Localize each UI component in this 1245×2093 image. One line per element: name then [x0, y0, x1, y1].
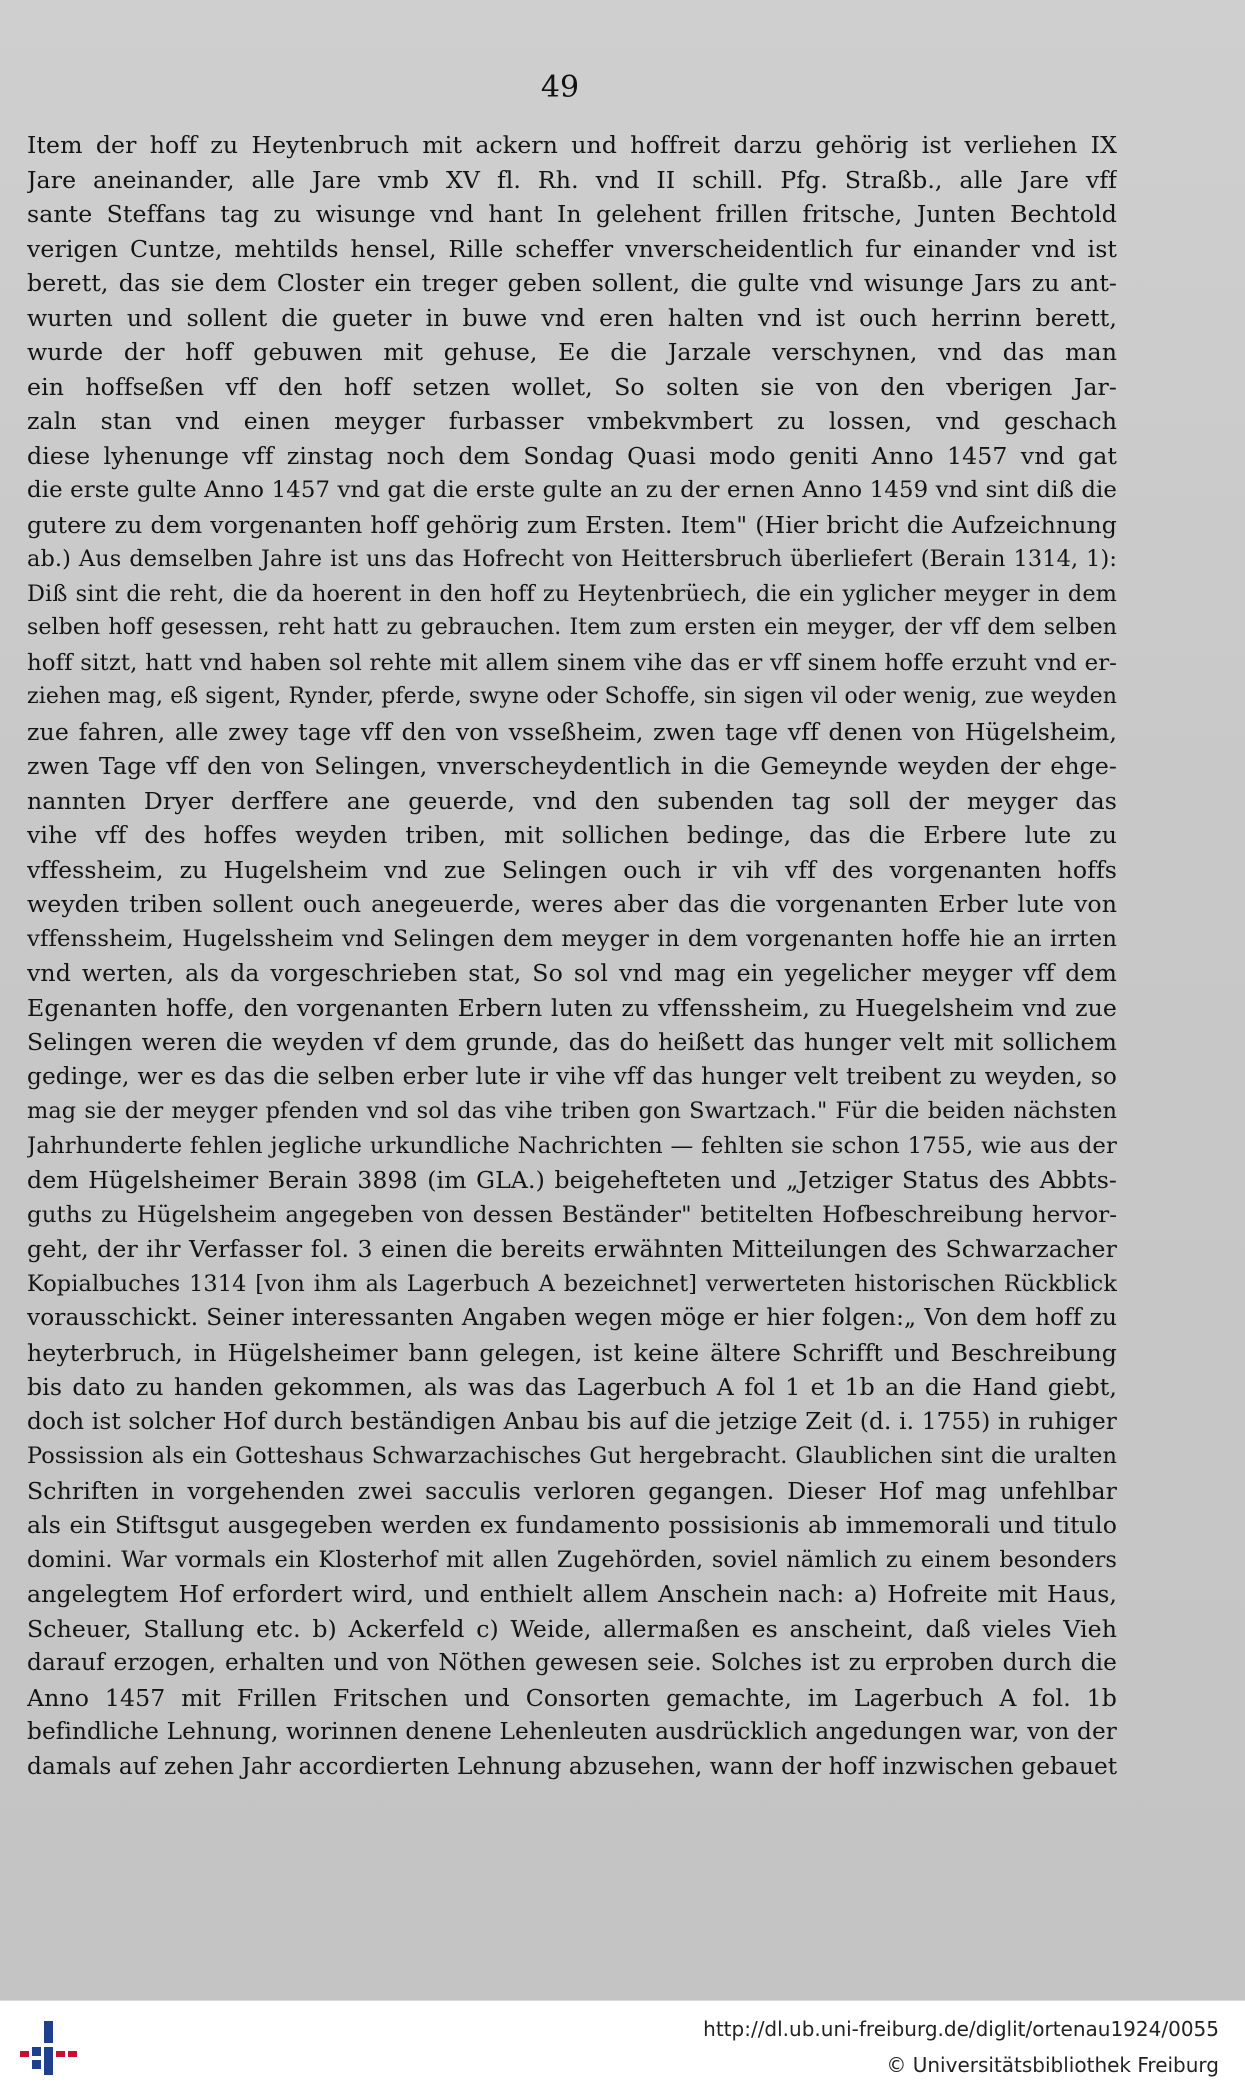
text-line: diese lyhenunge vff zinstag noch dem Sondag Quasi modo geniti Anno 1457 vnd gat: [27, 441, 1117, 470]
text-line: mag sie der meyger pfenden vnd sol das vihe triben gon Swartzach." Für die beiden nächsten: [27, 1098, 1117, 1124]
permalink-url[interactable]: http://dl.ub.uni-freiburg.de/diglit/ortenau1924/0055: [703, 2017, 1219, 2041]
text-line: Item der hoff zu Heytenbruch mit ackern und hoffreit darzu gehörig ist verliehen IX: [27, 131, 1117, 159]
text-line: gutere zu dem vorgenanten hoff gehörig zum Ersten. Item" (Hier bricht die Aufzeichnung: [27, 510, 1117, 539]
page-number: 49: [540, 70, 580, 105]
text-line: Possission als ein Gotteshaus Schwarzachisches Gut hergebracht. Glaublichen sint die uralten: [27, 1443, 1117, 1469]
text-line: wurde der hoff gebuwen mit gehuse, Ee die Jarzale verschynen, vnd das man: [27, 338, 1117, 366]
text-line: vffenssheim, Hugelssheim vnd Selingen dem meyger in dem vorgenanten hoffe hie an irrten: [27, 925, 1117, 952]
text-line: Egenanten hoffe, den vorgenanten Erbern luten zu vffenssheim, zu Huegelsheim vnd zue: [27, 993, 1117, 1022]
viewer-footer: [0, 2000, 1245, 2093]
text-line: befindliche Lehnung, worinnen denene Lehenleuten ausdrücklich angedungen war, von der: [27, 1718, 1117, 1745]
text-line: Selingen weren die weyden vf dem grunde, das do heißett das hunger velt mit sollichem: [27, 1028, 1117, 1056]
ub-freiburg-logo-icon[interactable]: [18, 2017, 80, 2079]
text-line: damals auf zehen Jahr accordierten Lehnung abzusehen, wann der hoff inzwischen gebauet: [27, 1752, 1117, 1780]
text-line: Anno 1457 mit Frillen Fritschen und Consorten gemachte, im Lagerbuch A fol. 1b: [27, 1683, 1117, 1712]
text-line: Kopialbuches 1314 [von ihm als Lagerbuch A bezeichnet] verwerteten historischen Rückblick: [27, 1270, 1117, 1297]
text-line: angelegtem Hof erfordert wird, und enthielt allem Anschein nach: a) Hofreite mit Haus,: [27, 1580, 1117, 1608]
text-line: weyden triben sollent ouch anegeuerde, weres aber das die vorgenanten Erber lute von: [27, 890, 1117, 918]
text-line: wurten und sollent die gueter in buwe vnd eren halten vnd ist ouch herrinn berett,: [27, 303, 1117, 332]
text-line: als ein Stiftsgut ausgegeben werden ex fundamento possisionis ab immemorali und titulo: [27, 1511, 1117, 1539]
text-line: domini. War vormals ein Klosterhof mit allen Zugehörden, soviel nämlich zu einem besonders: [27, 1546, 1117, 1573]
text-line: vihe vff des hoffes weyden triben, mit sollichen bedinge, das die Erbere lute zu: [27, 821, 1117, 849]
text-line: vffessheim, zu Hugelsheim vnd zue Selingen ouch ir vih vff des vorgenanten hoffs: [27, 855, 1117, 884]
text-line: hoff sitzt, hatt vnd haben sol rehte mit allem sinem vihe das er vff sinem hoffe erzuht vnd er-: [27, 649, 1117, 676]
text-line: nannten Dryer derffere ane geuerde, vnd den subenden tag soll der meyger das: [27, 786, 1117, 815]
text-line: berett, das sie dem Closter ein treger geben sollent, die gulte vnd wisunge Jars zu ant-: [27, 269, 1117, 297]
text-line: ziehen mag, eß sigent, Rynder, pferde, swyne oder Schoffe, sin sigen vil oder wenig, zue weyden: [27, 684, 1117, 709]
text-line: verigen Cuntze, mehtilds hensel, Rille scheffer vnverscheidentlich fur einander vnd ist: [27, 234, 1117, 263]
text-line: Scheuer, Stallung etc. b) Ackerfeld c) Weide, allermaßen es anscheint, daß vieles Vieh: [27, 1614, 1117, 1643]
text-line: sante Steffans tag zu wisunge vnd hant In gelehent frillen fritsche, Junten Bechtold: [27, 200, 1117, 228]
text-line: Jahrhunderte fehlen jegliche urkundliche Nachrichten — fehlten sie schon 1755, wie aus der: [27, 1132, 1117, 1159]
text-line: dem Hügelsheimer Berain 3898 (im GLA.) beigehefteten und „Jetziger Status des Abbts-: [27, 1166, 1117, 1194]
text-line: selben hoff gesessen, reht hatt zu gebrauchen. Item zum ersten ein meyger, der vff dem selben: [27, 615, 1117, 640]
text-line: doch ist solcher Hof durch beständigen Anbau bis auf die jetzige Zeit (d. i. 1755) in ruhiger: [27, 1407, 1117, 1435]
text-line: gedinge, wer es das die selben erber lute ir vihe vff das hunger velt treibent zu weyden, so: [27, 1062, 1117, 1090]
body-text: [27, 128, 1117, 1784]
text-line: ab.) Aus demselben Jahre ist uns das Hofrecht von Heittersbruch überliefert (Berain 1314, 1):: [27, 546, 1117, 572]
text-line: Diß sint die reht, die da hoerent in den hoff zu Heytenbrüech, die ein yglicher meyger in dem: [27, 580, 1117, 607]
text-line: bis dato zu handen gekommen, als was das Lagerbuch A fol 1 et 1b an die Hand giebt,: [27, 1373, 1117, 1401]
text-line: die erste gulte Anno 1457 vnd gat die erste gulte an zu der ernen Anno 1459 vnd sint diß die: [27, 477, 1117, 503]
text-line: geht, der ihr Verfasser fol. 3 einen die bereits erwähnten Mitteilungen des Schwarzacher: [27, 1235, 1117, 1263]
text-line: darauf erzogen, erhalten und von Nöthen gewesen seie. Solches ist zu erproben durch die: [27, 1649, 1117, 1676]
text-line: guths zu Hügelsheim angegeben von dessen Beständer" betitelten Hofbeschreibung hervor-: [27, 1201, 1117, 1228]
text-line: zue fahren, alle zwey tage vff den von vsseßheim, zwen tage vff denen von Hügelsheim,: [27, 717, 1117, 746]
text-line: zwen Tage vff den von Selingen, vnverscheydentlich in die Gemeynde weyden der ehge-: [27, 752, 1117, 780]
text-line: ein hoffseßen vff den hoff setzen wollet, So solten sie von den vberigen Jar-: [27, 372, 1117, 401]
text-line: Jare aneinander, alle Jare vmb XV fl. Rh. vnd II schill. Pfg. Straßb., alle Jare vff: [27, 165, 1117, 194]
text-line: Schriften in vorgehenden zwei sacculis verloren gegangen. Dieser Hof mag unfehlbar: [27, 1476, 1117, 1505]
text-line: vorausschickt. Seiner interessanten Angaben wegen möge er hier folgen:„ Von dem hoff zu: [27, 1304, 1117, 1331]
text-line: heyterbruch, in Hügelsheimer bann gelegen, ist keine ältere Schrifft und Beschreibung: [27, 1338, 1117, 1367]
text-line: zaln stan vnd einen meyger furbasser vmbekvmbert zu lossen, vnd geschach: [27, 407, 1117, 435]
text-line: vnd werten, als da vorgeschrieben stat, So sol vnd mag ein yegelicher meyger vff dem: [27, 959, 1117, 987]
copyright-notice: © Universitätsbibliothek Freiburg: [886, 2053, 1219, 2077]
